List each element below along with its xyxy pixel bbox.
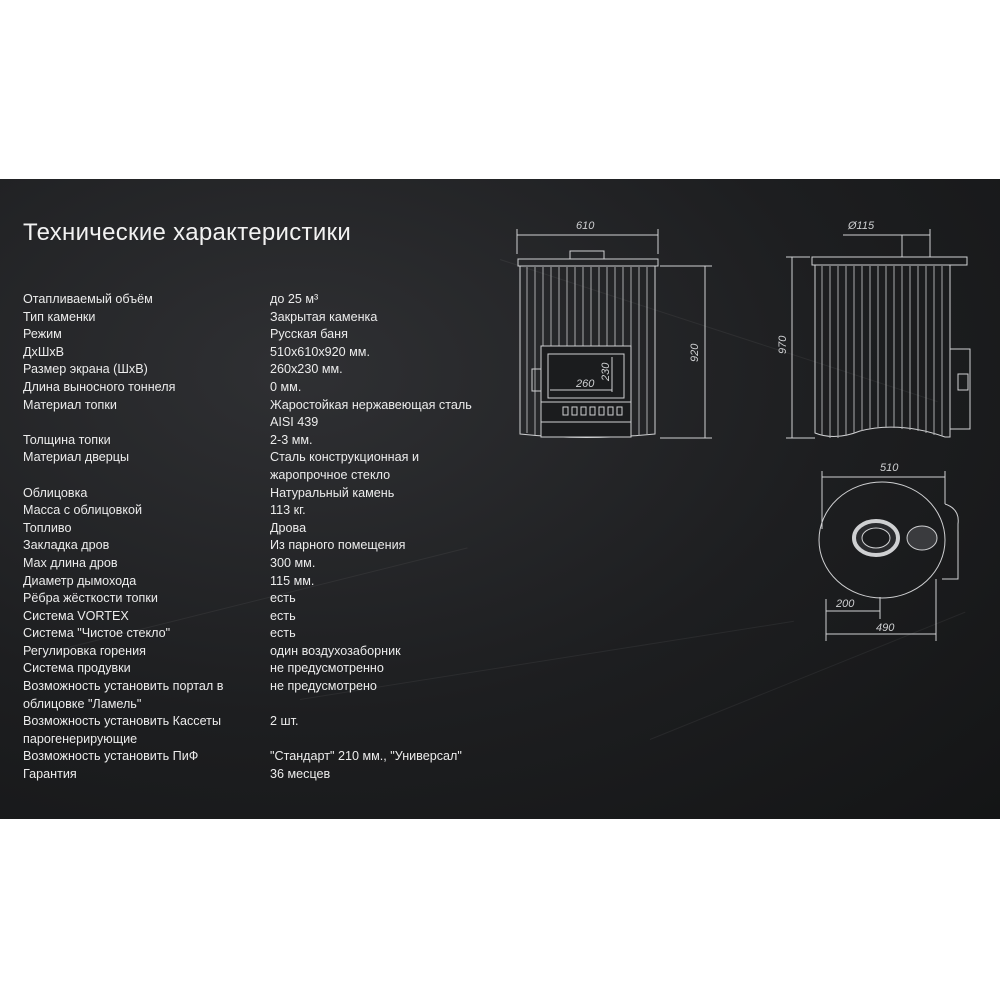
- spec-key: Система "Чистое стекло": [23, 626, 171, 641]
- spec-key: Регулировка горения: [23, 643, 146, 658]
- spec-key: Длина выносного тоннеля: [23, 379, 176, 394]
- side-height-label: 970: [777, 335, 789, 354]
- top-view-drawing: [819, 471, 958, 641]
- spec-key: Размер экрана (ШхВ): [23, 362, 148, 377]
- spec-key: Облицовка: [23, 485, 88, 500]
- spec-value: 115 мм.: [270, 573, 315, 588]
- spec-value: 2-3 мм.: [270, 432, 313, 447]
- top-depth-label: 490: [876, 622, 895, 634]
- spec-value: один воздухозаборник: [270, 643, 401, 658]
- spec-value: до 25 м³: [270, 292, 319, 306]
- spec-value: есть: [270, 626, 296, 641]
- front-width-label: 610: [576, 220, 595, 232]
- spec-key: Диаметр дымохода: [23, 573, 137, 588]
- spec-key: Материал дверцы: [23, 450, 130, 465]
- spec-value: 0 мм.: [270, 379, 302, 394]
- spec-value: Сталь конструкционная и жаропрочное стекло: [270, 450, 419, 482]
- spec-value: есть: [270, 608, 296, 623]
- spec-key: Тип каменки: [23, 309, 96, 324]
- spec-value: 260х230 мм.: [270, 362, 343, 377]
- spec-value: 36 месцев: [270, 767, 331, 782]
- spec-value: не предусмотренно: [270, 661, 384, 676]
- spec-value: Жаростойкая нержавеющая сталь AISI 439: [270, 397, 472, 430]
- glass-height-label: 230: [600, 362, 612, 381]
- spec-key: Материал топки: [23, 397, 117, 412]
- spec-value: есть: [270, 591, 296, 606]
- spec-panel: [0, 179, 1000, 819]
- side-view-drawing: [786, 229, 970, 438]
- spec-value: Русская баня: [270, 327, 348, 342]
- top-width-label: 510: [880, 462, 899, 474]
- spec-value: Дрова: [270, 520, 307, 535]
- spec-key: Возможность установить портал в облицовке "Ламель": [23, 679, 224, 711]
- spec-value: Натуральный камень: [270, 485, 395, 500]
- spec-value: 113 кг.: [270, 503, 306, 518]
- spec-key: Режим: [23, 327, 62, 342]
- front-view-drawing: [517, 229, 712, 438]
- spec-key: Толщина топки: [23, 432, 111, 447]
- spec-key: Закладка дров: [23, 538, 110, 553]
- spec-key: Гарантия: [23, 767, 77, 782]
- spec-value: 510х610х920 мм.: [270, 344, 370, 359]
- spec-key: Возможность установить Кассеты парогенерирующие: [23, 714, 222, 746]
- front-height-label: 920: [689, 343, 701, 362]
- top-offset-label: 200: [836, 598, 855, 610]
- spec-key: ДхШхВ: [23, 344, 65, 359]
- spec-key: Рёбра жёсткости топки: [23, 591, 158, 606]
- spec-key: Система VORTEX: [23, 608, 129, 623]
- spec-key: Масса с облицовкой: [23, 503, 143, 518]
- spec-value: "Стандарт" 210 мм., "Универсал": [270, 749, 462, 764]
- spec-value: 2 шт.: [270, 714, 299, 729]
- spec-key: Возможность установить ПиФ: [23, 749, 199, 764]
- page-title: Технические характеристики: [23, 219, 352, 246]
- pipe-diameter-label: Ø115: [848, 220, 875, 232]
- spec-value: Из парного помещения: [270, 538, 406, 553]
- spec-value: Закрытая каменка: [270, 309, 378, 324]
- glass-width-label: 260: [576, 378, 595, 390]
- spec-key: Система продувки: [23, 661, 131, 676]
- spec-key: Топливо: [23, 520, 72, 535]
- technical-drawings: [0, 179, 1000, 819]
- spec-value: 300 мм.: [270, 555, 316, 570]
- spec-key: Отапливаемый объём: [23, 292, 153, 306]
- spec-value: не предусмотрено: [270, 679, 377, 694]
- spec-key: Max длина дров: [23, 555, 118, 570]
